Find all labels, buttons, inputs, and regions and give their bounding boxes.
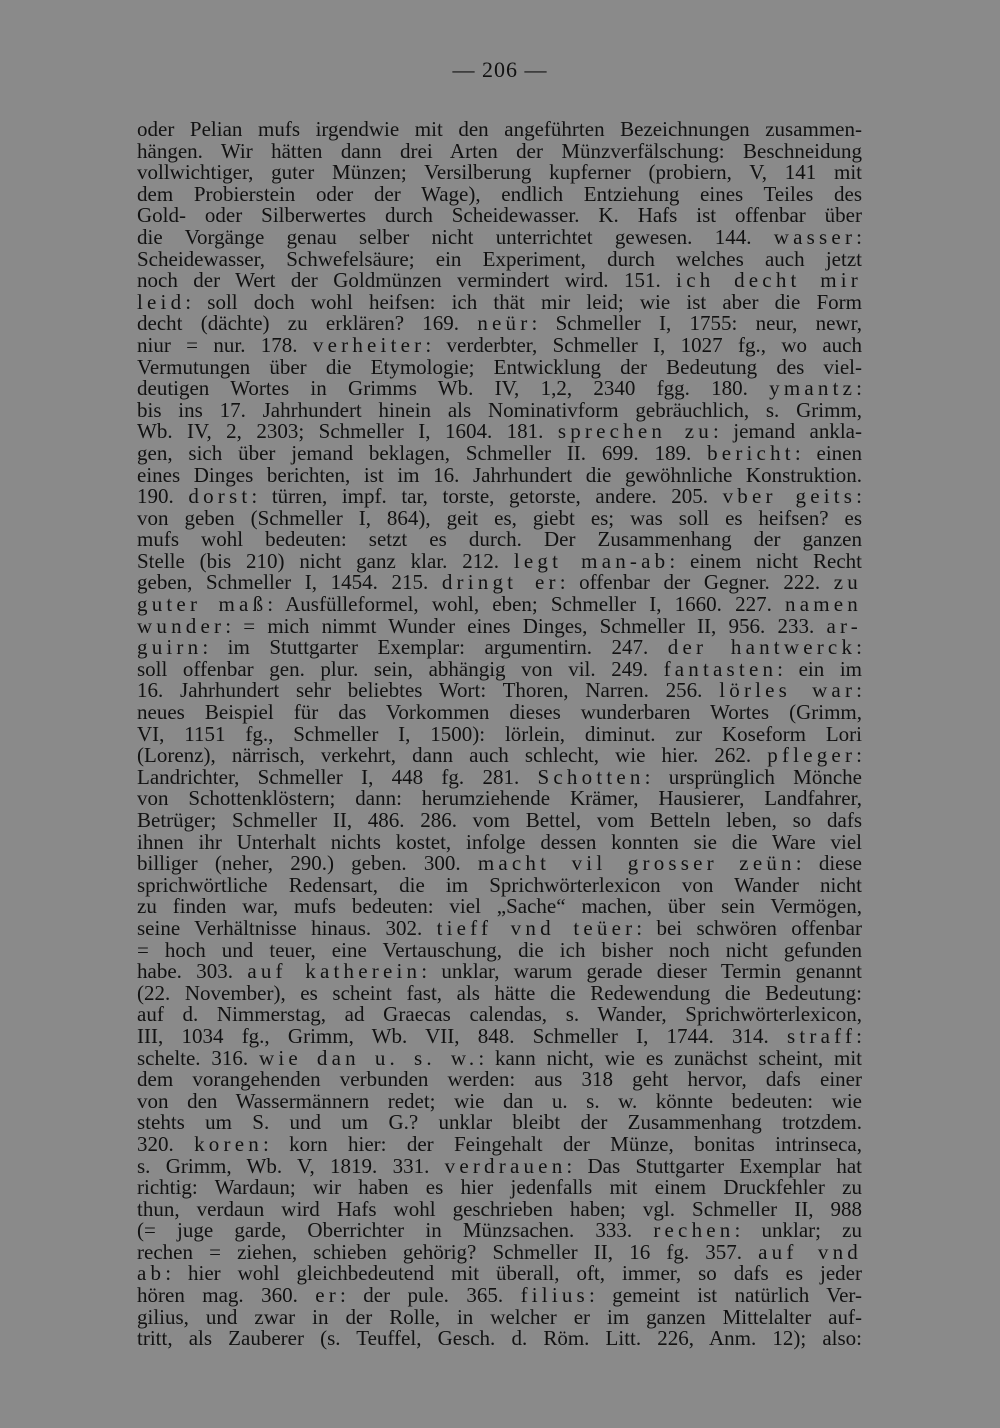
text-run: :: [856, 635, 862, 660]
text-run: gilius, und zwar in der Rolle, in welcher er im ganzen Mittelalter auf-: [137, 1304, 862, 1329]
spaced-lemma: verdrauen: [444, 1153, 567, 1178]
text-line: [137, 788, 862, 810]
text-line: [137, 1177, 862, 1199]
text-run: Gold- oder Silberwertes durch Scheidewasser. K. Hafs ist offenbar über: [137, 203, 862, 228]
text-run: Landrichter, Schmeller I, 448 fg. 281.: [137, 764, 538, 789]
text-run: (Lorenz), närrisch, verkehrt, dann auch schlecht, wie hier. 262.: [137, 743, 768, 768]
text-line: [137, 637, 862, 659]
spaced-lemma: legt man-ab: [513, 548, 670, 573]
text-line: [137, 594, 862, 616]
text-run: thun, verdaun wird Hafs wohl geschrieben haben; vgl. Schmeller II, 988: [137, 1196, 862, 1221]
spaced-lemma: rechen: [653, 1218, 735, 1243]
text-line: [137, 1088, 862, 1113]
text-line: [137, 332, 863, 357]
text-run: Stelle (bis 210) nicht ganz klar. 212.: [137, 548, 514, 573]
text-run: noch der Wert der Goldmünzen vermindert wird. 151.: [137, 268, 677, 293]
text-run: : ursprünglich Mönche: [644, 764, 862, 789]
text-line: [137, 505, 862, 530]
text-line: [137, 896, 862, 918]
spaced-lemma: ab: [137, 1261, 166, 1286]
text-run: deutigen Wortes in Grimms Wb. IV, 1,2, 2340 fgg. 180.: [137, 376, 770, 401]
text-run: : einen: [794, 440, 862, 465]
text-line: [137, 486, 862, 508]
text-line: [137, 721, 862, 746]
text-run: habe. 303.: [137, 959, 248, 984]
text-run: mufs wohl bedeuten: setzt es durch. Der Zusammenhang der ganzen: [137, 527, 862, 552]
text-run: auf d. Nimmerstag, ad Graecas calendas, s. Wander, Sprichwörterlexicon,: [137, 1002, 862, 1027]
text-run: billiger (neher, 290.) geben. 300.: [137, 851, 478, 876]
text-line: [137, 1285, 862, 1307]
text-line: [137, 1239, 863, 1264]
spaced-lemma: auf katherein: [247, 959, 422, 984]
text-run: :: [856, 376, 862, 401]
text-line: [137, 289, 862, 314]
text-run: : Schmeller I, 1755: neur, newr,: [531, 311, 862, 336]
text-line: [137, 1328, 862, 1350]
text-line: [137, 980, 862, 1005]
text-line: [137, 462, 862, 487]
text-run: (22. November), es scheint fast, als hätte die Redewendung die Bedeutung:: [137, 980, 862, 1005]
text-line: [137, 1196, 862, 1221]
text-run: soll offenbar gen. plur. sein, abhängig von vil. 249.: [137, 656, 664, 681]
text-run: neues Beispiel für das Vorkommen dieses wunderbaren Wortes (Grimm,: [137, 700, 862, 725]
spaced-lemma: lörles war: [719, 678, 857, 703]
text-run: : gemeint ist natürlich Ver-: [588, 1283, 862, 1308]
text-line: [137, 656, 862, 681]
spaced-lemma: zu: [833, 570, 862, 595]
text-run: gen, sich über jemand beklagen, Schmeller II. 699. 189.: [137, 440, 708, 465]
text-line: [137, 1112, 862, 1134]
text-run: = hoch und teuer, eine Vertauschung, die ich bisher noch nicht gefunden: [137, 937, 862, 962]
text-run: Wb. IV, 2, 2303; Schmeller I, 1604. 181.: [137, 419, 558, 444]
text-line: [137, 313, 862, 335]
spaced-lemma: bericht: [707, 440, 795, 465]
text-run: : soll doch wohl heifsen: ich thät mir leid; wie ist aber die Form: [185, 289, 862, 314]
text-line: [137, 378, 862, 400]
text-run: : kann nicht, wie es zunächst scheint, mit: [478, 1045, 862, 1070]
spaced-lemma: wasser: [773, 224, 857, 249]
text-run: III, 1034 fg., Grimm, Wb. VII, 848. Schmeller I, 1744. 314.: [137, 1023, 788, 1048]
text-run: schelte. 316.: [137, 1045, 259, 1070]
spaced-lemma: ymantz: [769, 376, 857, 401]
spaced-lemma: straff: [787, 1023, 857, 1048]
text-run: niur = nur. 178.: [137, 332, 313, 357]
text-run: 16. Jahrhundert sehr beliebtes Wort: Thoren, Narren. 256.: [137, 678, 720, 703]
spaced-lemma: verheiter: [312, 332, 426, 357]
text-line: [137, 853, 862, 875]
text-run: von geben (Schmeller I, 864), geit es, giebt es; was soll es heifsen? es: [137, 505, 862, 530]
spaced-lemma: er: [315, 1283, 340, 1308]
text-line: [137, 872, 862, 897]
spaced-lemma: wie dan u. s. w.: [258, 1045, 479, 1070]
text-run: bis ins 17. Jahrhundert hinein als Nominativform gebräuchlich, s. Grimm,: [137, 397, 862, 422]
text-run: :: [856, 743, 862, 768]
spaced-lemma: fantasten: [663, 656, 778, 681]
text-run: (= juge garde, Oberrichter in Münzsachen. 333.: [137, 1218, 654, 1243]
text-line: [137, 1131, 862, 1156]
spaced-lemma: tieff vnd teüer: [436, 915, 637, 940]
text-line: [137, 440, 862, 465]
spaced-lemma: pfleger: [767, 743, 857, 768]
spaced-lemma: Schotten: [537, 764, 645, 789]
text-line: [137, 1004, 862, 1026]
spaced-lemma: neür: [477, 311, 532, 336]
text-run: : unklar, warum gerade dieser Termin genannt: [421, 959, 862, 984]
text-line: [137, 1263, 862, 1285]
text-run: richtig: Wardaun; wir haben es hier jedenfalls mit einem Druckfehler zu: [137, 1175, 862, 1200]
text-line: [137, 810, 862, 832]
text-run: von Schottenklöstern; dann: herumziehende Krämer, Hausierer, Landfahrer,: [137, 786, 862, 811]
text-run: dem vorangehenden verbunden werden: aus 318 geht hervor, dafs einer: [137, 1067, 862, 1092]
text-line: [137, 224, 862, 249]
text-line: [137, 702, 862, 724]
spaced-lemma: macht vil grosser zeün: [477, 851, 796, 876]
text-run: : jemand ankla-: [712, 419, 862, 444]
spaced-lemma: dringt er: [441, 570, 560, 595]
text-run: hängen. Wir hätten dann drei Arten der Münzverfälschung: Beschneidung: [137, 138, 862, 163]
text-run: : einem nicht Recht: [669, 548, 862, 573]
text-line: [137, 1220, 862, 1242]
text-run: 320.: [137, 1131, 195, 1156]
text-run: : Ausfülleformel, wohl, eben; Schmeller I, 1660. 227.: [267, 592, 786, 617]
text-run: : unklar; zu: [734, 1218, 862, 1243]
spaced-lemma: filius: [520, 1283, 589, 1308]
text-line: [137, 915, 862, 940]
text-run: tritt, als Zauberer (s. Teuffel, Gesch. d. Röm. Litt. 226, Anm. 12); also:: [137, 1326, 862, 1351]
text-line: [137, 548, 862, 573]
text-line: [137, 397, 862, 422]
text-run: Betrüger; Schmeller II, 486. 286. vom Bettel, vom Betteln leben, so dafs: [137, 808, 862, 832]
text-line: [137, 421, 862, 443]
text-run: decht (dächte) zu erklären? 169.: [137, 311, 478, 336]
text-line: [137, 1304, 862, 1329]
text-run: VI, 1151 fg., Schmeller I, 1500): lörlein, diminut. zur Koseform Lori: [137, 721, 862, 746]
text-run: sprichwörtliche Redensart, die im Sprichwörterlexicon von Wander nicht: [137, 872, 862, 897]
text-run: die Vorgänge genau selber nicht unterrichtet gewesen. 144.: [137, 224, 774, 249]
text-run: : hier wohl gleichbedeutend mit überall, oft, immer, so dafs es jeder: [165, 1261, 862, 1286]
text-run: dem Probierstein oder der Wage), endlich Entziehung eines Teiles des: [137, 181, 862, 206]
text-line: [137, 937, 862, 962]
text-line: [137, 119, 862, 141]
text-run: :: [856, 224, 862, 249]
text-run: : Das Stuttgarter Exemplar hat: [566, 1153, 862, 1178]
text-run: s. Grimm, Wb. V, 1819. 331.: [137, 1153, 445, 1178]
text-run: : bei schwören offenbar: [636, 915, 862, 940]
spaced-lemma: namen: [785, 592, 862, 617]
text-run: ihnen ihr Unterhalt nichts kostet, infolge dessen konnten sie die Ware viel: [137, 829, 862, 854]
text-run: : ein im: [777, 656, 862, 681]
text-run: rechen = ziehen, schieben gehörig? Schmeller II, 16 fg. 357.: [137, 1239, 759, 1264]
spaced-lemma: guter maß: [137, 592, 268, 617]
text-line: [137, 680, 862, 702]
text-line: [137, 764, 862, 789]
spaced-lemma: leid: [137, 289, 186, 314]
commentary-text-block: [137, 119, 862, 1350]
text-line: [137, 1023, 862, 1048]
text-run: zu finden war, mufs bedeuten: viel „Sache“ machen, über sein Vermögen,: [137, 894, 862, 919]
text-run: oder Pelian mufs irgendwie mit den angeführten Bezeichnungen zusammen-: [137, 117, 862, 141]
text-run: : verderbter, Schmeller I, 1027 fg., wo auch: [425, 332, 863, 357]
spaced-lemma: wunder: [137, 613, 226, 638]
text-line: [137, 613, 862, 638]
text-line: [137, 1045, 862, 1070]
spaced-lemma: dorst: [188, 484, 252, 509]
text-line: [137, 162, 862, 184]
text-run: : diese: [795, 851, 862, 876]
text-run: : der pule. 365.: [340, 1283, 521, 1308]
text-line: [137, 829, 862, 854]
text-line: [137, 270, 862, 292]
text-line: [137, 205, 862, 227]
spaced-lemma: guirn: [137, 635, 203, 660]
text-line: [137, 745, 862, 767]
text-run: Scheidewasser, Schwefelsäure; ein Experiment, durch welches auch jetzt: [137, 246, 862, 271]
text-run: : offenbar der Gegner. 222.: [559, 570, 834, 595]
text-run: :: [856, 484, 862, 509]
spaced-lemma: vber geits: [722, 484, 857, 509]
text-run: Vermutungen über die Etymologie; Entwicklung der Bedeutung des viel-: [137, 354, 862, 379]
text-line: [137, 1153, 862, 1178]
text-line: [137, 1069, 862, 1091]
text-run: : im Stuttgarter Exemplar: argumentirn. 247.: [202, 635, 668, 660]
spaced-lemma: ar-: [826, 613, 862, 638]
spaced-lemma: auf vnd: [758, 1239, 863, 1264]
spaced-lemma: der hantwerck: [667, 635, 857, 660]
text-line: [137, 529, 862, 551]
spaced-lemma: koren: [194, 1131, 263, 1156]
text-line: [137, 181, 862, 206]
text-run: geben, Schmeller I, 1454. 215.: [137, 570, 442, 595]
text-line: [137, 138, 862, 163]
text-run: : türren, impf. tar, torste, getorste, andere. 205.: [251, 484, 723, 509]
text-run: :: [856, 678, 862, 703]
text-run: stehts um S. und um G.? unklar bleibt der Zusammenhang trotzdem.: [137, 1110, 862, 1135]
text-run: : = mich nimmt Wunder eines Dinges, Schmeller II, 956. 233.: [225, 613, 827, 638]
text-run: eines Dinges berichten, ist im 16. Jahrhundert die gewöhnliche Konstruktion.: [137, 462, 862, 487]
spaced-lemma: ich decht mir: [676, 268, 862, 293]
text-run: vollwichtiger, guter Münzen; Versilberung kupferner (probiern, V, 141 mit: [137, 160, 862, 185]
text-line: [137, 246, 862, 271]
page-number: — 206 —: [452, 57, 548, 82]
text-line: [137, 354, 862, 379]
text-run: von den Wassermännern redet; wie dan u. s. w. könnte bedeuten: wie: [137, 1088, 862, 1113]
text-run: 190.: [137, 484, 189, 509]
text-line: [137, 572, 862, 594]
text-run: :: [856, 1023, 862, 1048]
spaced-lemma: sprechen zu: [557, 419, 713, 444]
text-line: [137, 961, 862, 983]
text-run: hören mag. 360.: [137, 1283, 316, 1308]
text-run: seine Verhältnisse hinaus. 302.: [137, 915, 437, 940]
text-run: : korn hier: der Feingehalt der Münze, bonitas intrinseca,: [262, 1131, 862, 1156]
